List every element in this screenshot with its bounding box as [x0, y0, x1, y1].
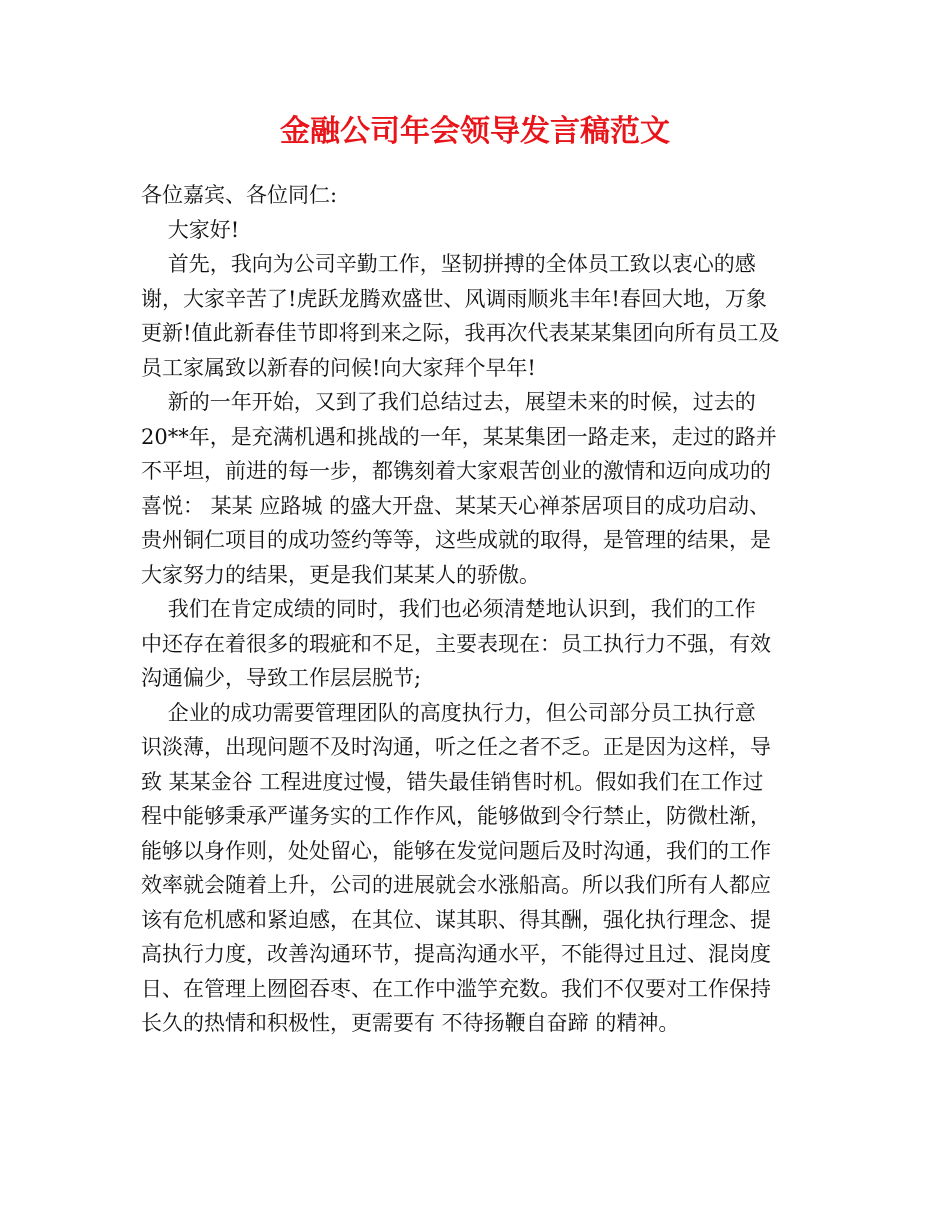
- body-line: 不平坦，前进的每一步，都镌刻着大家艰苦创业的激情和迈向成功的: [141, 459, 771, 483]
- body-line: 更新!值此新春佳节即将到来之际，我再次代表某某集团向所有员工及: [141, 321, 780, 345]
- greeting-line: 大家好!: [141, 217, 240, 242]
- body-line: 致 某某金谷 工程进度过慢，错失最佳销售时机。假如我们在工作过: [141, 769, 764, 794]
- body-line: 首先，我向为公司辛勤工作，坚韧拼搏的全体员工致以衷心的感: [141, 252, 756, 276]
- body-line: 20**年，是充满机遇和挑战的一年，某某集团一路走来，走过的路并: [141, 424, 777, 449]
- body-line: 该有危机感和紧迫感，在其位、谋其职、得其酬，强化执行理念、提: [141, 907, 771, 932]
- document-body: [141, 178, 799, 1041]
- body-line: 我们在肯定成绩的同时，我们也必须清楚地认识到，我们的工作: [141, 597, 756, 621]
- body-line: 日、在管理上囫囵吞枣、在工作中滥竽充数。我们不仅要对工作保持: [141, 976, 771, 1001]
- body-line: 沟通偏少，导致工作层层脱节;: [141, 666, 422, 690]
- body-line: 效率就会随着上升，公司的进展就会水涨船高。所以我们所有人都应: [141, 873, 771, 897]
- body-line: 长久的热情和积极性，更需要有 不待扬鞭自奋蹄 的精神。: [141, 1011, 680, 1035]
- body-line: 企业的成功需要管理团队的高度执行力，但公司部分员工执行意: [141, 700, 756, 725]
- body-line: 谢，大家辛苦了!虎跃龙腾欢盛世、风调雨顺兆丰年!春回大地，万象: [141, 286, 767, 311]
- body-line: 贵州铜仁项目的成功签约等等，这些成就的取得，是管理的结果，是: [141, 528, 771, 552]
- body-line: 能够以身作则，处处留心，能够在发觉问题后及时沟通，我们的工作: [141, 838, 771, 863]
- body-line: 中还存在着很多的瑕疵和不足，主要表现在：员工执行力不强，有效: [141, 631, 771, 656]
- body-line: 员工家属致以新春的问候!向大家拜个早年!: [141, 355, 536, 380]
- body-line: 程中能够秉承严谨务实的工作作风，能够做到令行禁止，防微杜渐，: [141, 804, 771, 828]
- salutation-line: 各位嘉宾、各位同仁:: [141, 183, 338, 207]
- body-line: 高执行力度，改善沟通环节，提高沟通水平，不能得过且过、混岗度: [141, 942, 771, 966]
- document-title: 金融公司年会领导发言稿范文: [280, 114, 670, 149]
- body-line: 新的一年开始，又到了我们总结过去，展望未来的时候，过去的: [141, 390, 756, 414]
- body-line: 喜悦： 某某 应路城 的盛大开盘、某某天心禅茶居项目的成功启动、: [141, 493, 771, 518]
- body-line: 识淡薄，出现问题不及时沟通，听之任之者不乏。正是因为这样，导: [141, 735, 771, 759]
- body-line: 大家努力的结果，更是我们某某人的骄傲。: [141, 562, 540, 587]
